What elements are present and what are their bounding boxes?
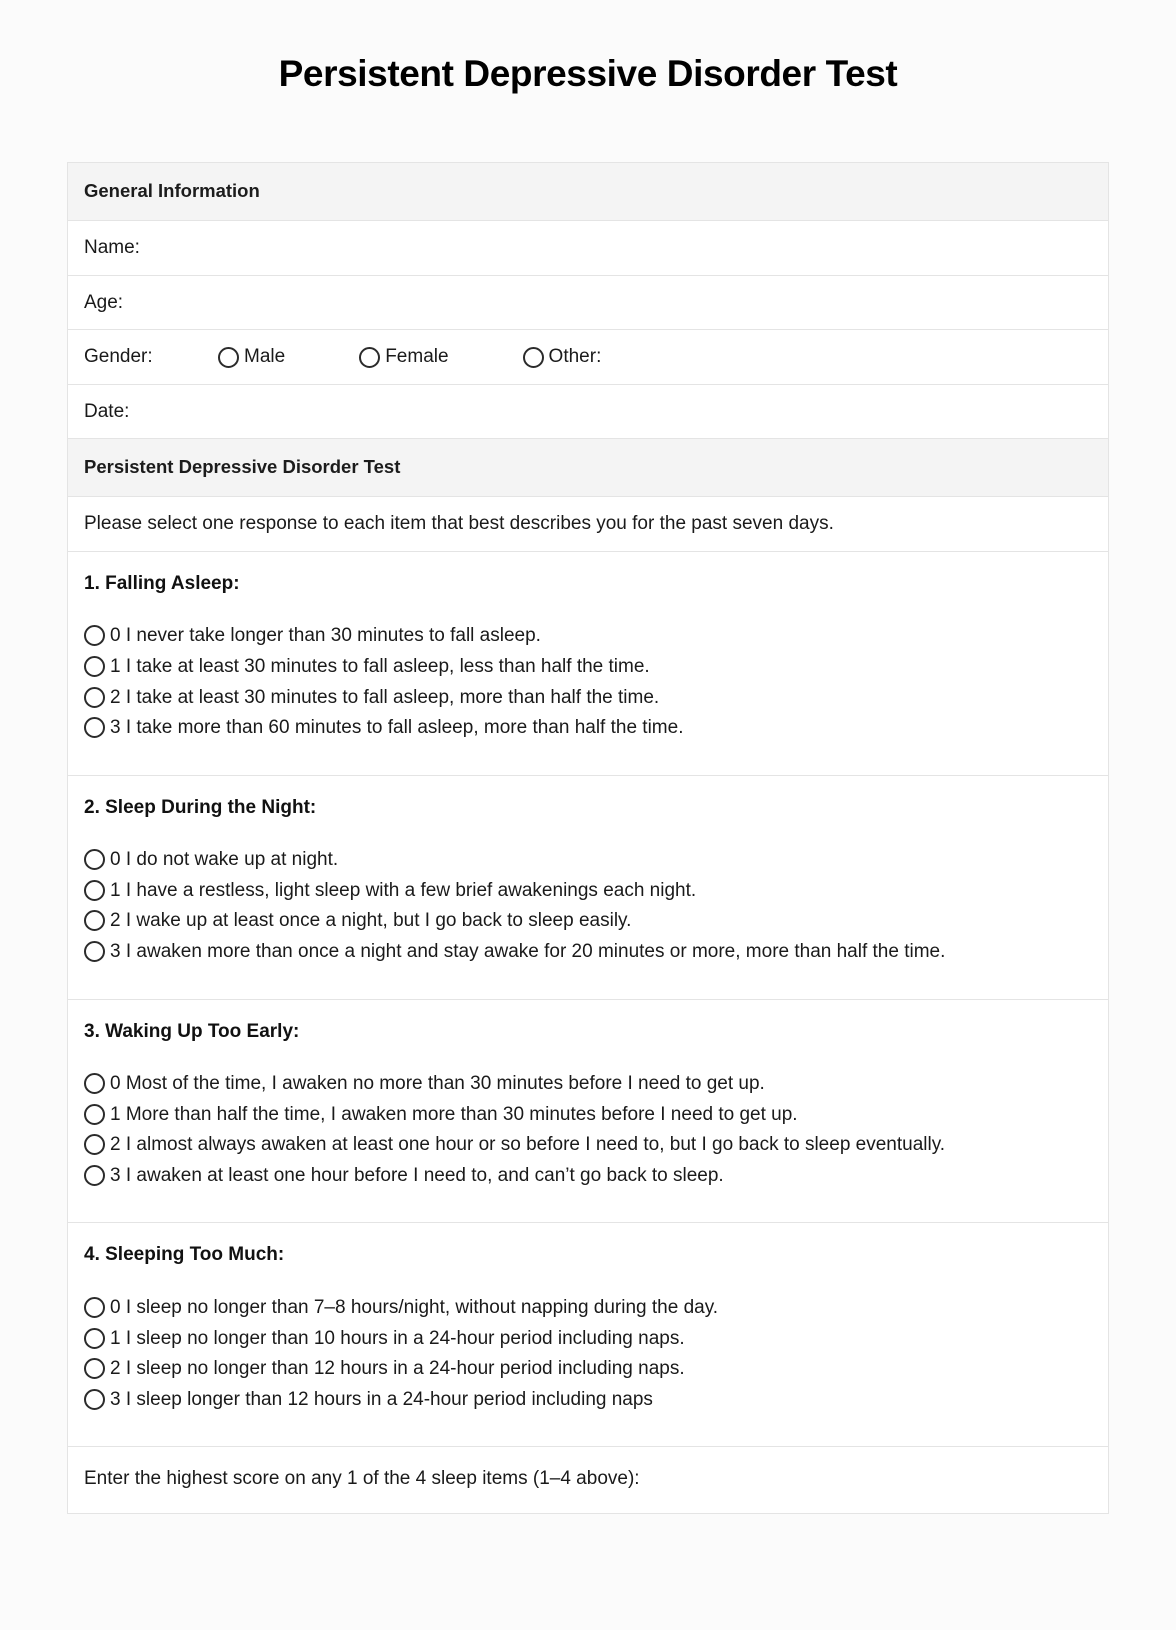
option-label: 2 I sleep no longer than 12 hours in a 24-hour period including naps. xyxy=(110,1358,685,1380)
gender-option-male[interactable] xyxy=(218,343,285,371)
question-title: 3. Waking Up Too Early: xyxy=(84,1020,300,1042)
option-item[interactable] xyxy=(84,684,1092,712)
form-table xyxy=(67,162,1109,1513)
option-label: 0 I never take longer than 30 minutes to fall asleep. xyxy=(110,625,541,647)
radio-icon[interactable] xyxy=(84,1358,105,1379)
option-item[interactable] xyxy=(84,1070,1092,1098)
option-item[interactable] xyxy=(84,1325,1092,1353)
option-label: 3 I awaken at least one hour before I need to, and can’t go back to sleep. xyxy=(110,1164,724,1186)
gender-option-label: Female xyxy=(385,346,449,368)
option-item[interactable] xyxy=(84,1162,1092,1190)
option-list xyxy=(84,1294,1092,1413)
option-label: 0 I do not wake up at night. xyxy=(110,849,339,871)
field-row-date[interactable] xyxy=(68,385,1108,440)
question-title: 2. Sleep During the Night: xyxy=(84,796,317,818)
age-label: Age: xyxy=(84,291,124,313)
radio-icon[interactable] xyxy=(84,1134,105,1155)
option-label: 1 I sleep no longer than 10 hours in a 24-hour period including naps. xyxy=(110,1327,685,1349)
radio-icon[interactable] xyxy=(84,1073,105,1094)
radio-icon[interactable] xyxy=(84,1165,105,1186)
option-item[interactable] xyxy=(84,846,1092,874)
option-item[interactable] xyxy=(84,1101,1092,1129)
option-item[interactable] xyxy=(84,1355,1092,1383)
date-label: Date: xyxy=(84,400,130,422)
option-item[interactable] xyxy=(84,1386,1092,1414)
field-row-gender xyxy=(68,330,1108,385)
page-title: Persistent Depressive Disorder Test xyxy=(278,53,898,94)
option-item[interactable] xyxy=(84,907,1092,935)
option-item[interactable] xyxy=(84,1131,1092,1159)
option-label: 2 I take at least 30 minutes to fall asleep, more than half the time. xyxy=(110,686,660,708)
option-label: 3 I take more than 60 minutes to fall asleep, more than half the time. xyxy=(110,717,684,739)
radio-icon[interactable] xyxy=(218,347,239,368)
option-item[interactable] xyxy=(84,938,1092,966)
field-row-name[interactable] xyxy=(68,221,1108,276)
option-item[interactable] xyxy=(84,622,1092,650)
radio-icon[interactable] xyxy=(84,1389,105,1410)
question-block xyxy=(68,776,1108,1000)
radio-icon[interactable] xyxy=(84,1104,105,1125)
option-label: 3 I sleep longer than 12 hours in a 24-hour period including naps xyxy=(110,1388,653,1410)
radio-icon[interactable] xyxy=(84,656,105,677)
option-item[interactable] xyxy=(84,877,1092,905)
name-label: Name: xyxy=(84,237,140,259)
question-title: 4. Sleeping Too Much: xyxy=(84,1244,285,1266)
radio-icon[interactable] xyxy=(84,849,105,870)
instructions-text: Please select one response to each item that best describes you for the past seven days. xyxy=(68,497,1108,552)
field-row-age[interactable] xyxy=(68,276,1108,331)
option-label: 1 I take at least 30 minutes to fall asleep, less than half the time. xyxy=(110,655,650,677)
option-label: 2 I wake up at least once a night, but I go back to sleep easily. xyxy=(110,910,632,932)
radio-icon[interactable] xyxy=(84,880,105,901)
gender-option-other[interactable] xyxy=(523,343,602,371)
option-item[interactable] xyxy=(84,653,1092,681)
option-label: 1 More than half the time, I awaken more than 30 minutes before I need to get up. xyxy=(110,1103,798,1125)
option-item[interactable] xyxy=(84,714,1092,742)
question-block xyxy=(68,1223,1108,1447)
question-block xyxy=(68,552,1108,776)
radio-icon[interactable] xyxy=(84,1328,105,1349)
option-label: 2 I almost always awaken at least one hour or so before I need to, but I go back to sleep eventually. xyxy=(110,1134,946,1156)
radio-icon[interactable] xyxy=(84,717,105,738)
radio-icon[interactable] xyxy=(359,347,380,368)
gender-option-label: Other: xyxy=(548,346,602,368)
radio-icon[interactable] xyxy=(84,910,105,931)
highest-score-label: Enter the highest score on any 1 of the 4 sleep items (1–4 above): xyxy=(84,1468,640,1490)
radio-icon[interactable] xyxy=(84,687,105,708)
section-header-test: Persistent Depressive Disorder Test xyxy=(68,439,1108,497)
gender-option-female[interactable] xyxy=(359,343,448,371)
option-label: 1 I have a restless, light sleep with a few brief awakenings each night. xyxy=(110,879,697,901)
option-list xyxy=(84,846,1092,965)
section-header-general-information: General Information xyxy=(68,163,1108,221)
option-list xyxy=(84,1070,1092,1189)
question-title: 1. Falling Asleep: xyxy=(84,572,240,594)
gender-row xyxy=(84,343,1092,371)
question-block xyxy=(68,1000,1108,1224)
radio-icon[interactable] xyxy=(84,1297,105,1318)
gender-option-label: Male xyxy=(244,346,286,368)
gender-label: Gender: xyxy=(84,346,153,368)
option-list xyxy=(84,622,1092,741)
option-item[interactable] xyxy=(84,1294,1092,1322)
radio-icon[interactable] xyxy=(523,347,544,368)
highest-score-row[interactable] xyxy=(68,1447,1108,1514)
radio-icon[interactable] xyxy=(84,941,105,962)
option-label: 0 Most of the time, I awaken no more than 30 minutes before I need to get up. xyxy=(110,1073,765,1095)
radio-icon[interactable] xyxy=(84,625,105,646)
option-label: 0 I sleep no longer than 7–8 hours/night, without napping during the day. xyxy=(110,1297,719,1319)
option-label: 3 I awaken more than once a night and stay awake for 20 minutes or more, more than half the time. xyxy=(110,940,946,962)
